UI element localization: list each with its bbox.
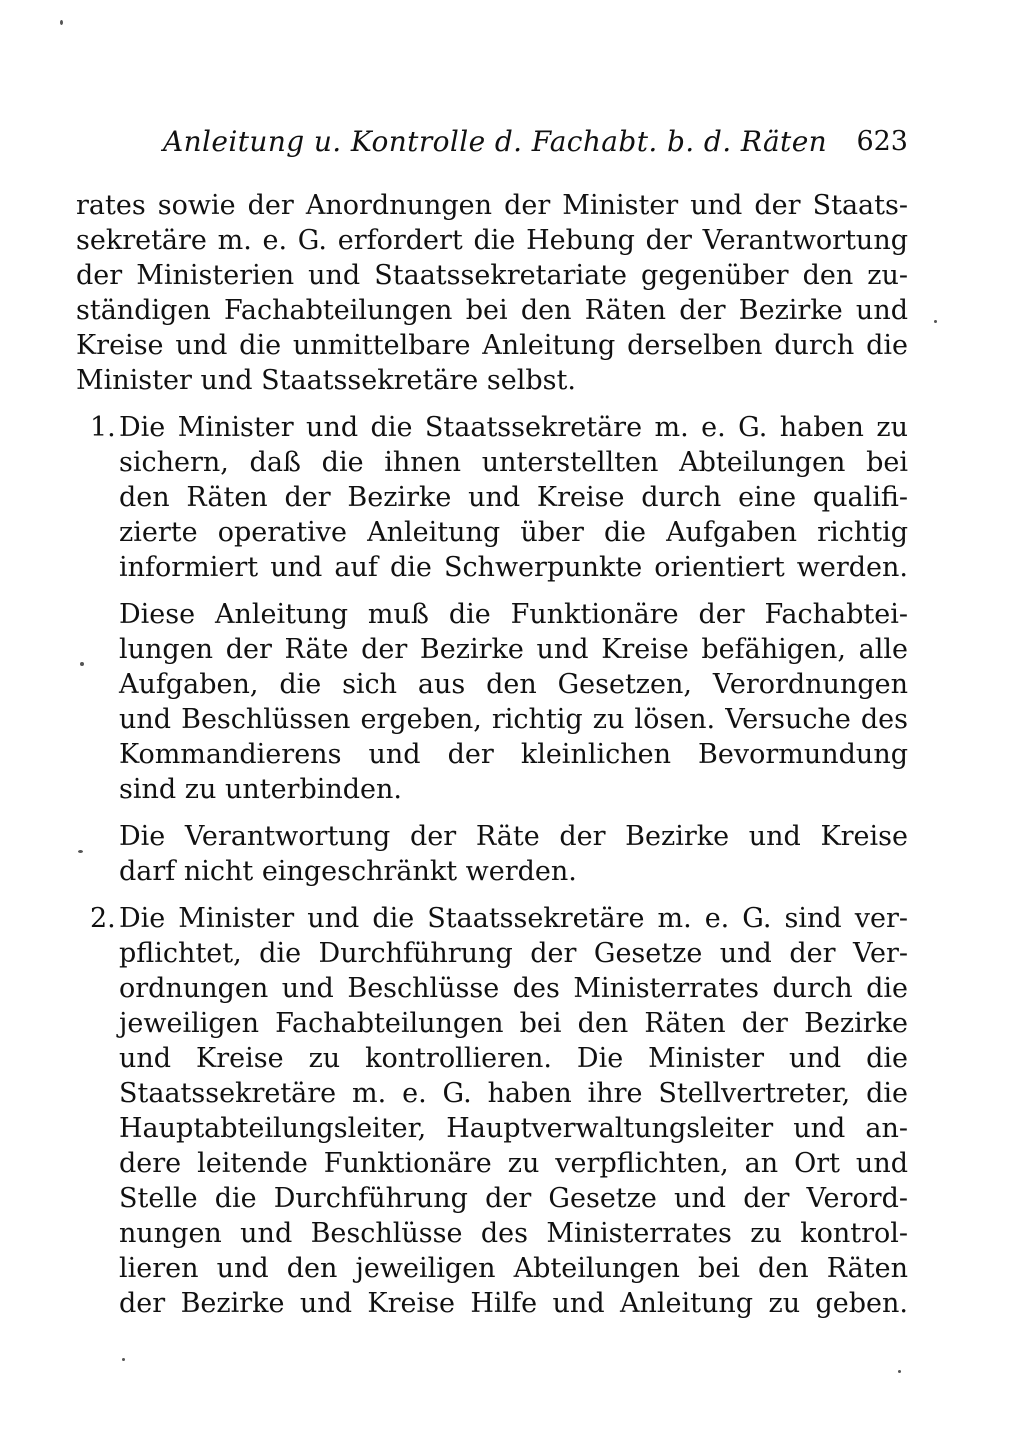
text-line: sind zu unterbinden.: [119, 774, 402, 805]
text-line: und Beschlüssen ergeben, richtig zu lösen. Versuche des: [119, 704, 908, 735]
running-title: Anleitung u. Kontrolle d. Fachabt. b. d. Räten: [163, 125, 828, 158]
text-line: dere leitende Funktionäre zu verpflichten, an Ort und: [119, 1148, 908, 1179]
text-line: zierte operative Anleitung über die Aufgaben richtig: [119, 517, 908, 548]
item-1-paragraph-2: [76, 597, 908, 807]
text-line: ständigen Fachabteilungen bei den Räten der Bezirke und: [76, 295, 908, 326]
text-line: darf nicht eingeschränkt werden.: [119, 856, 577, 887]
body-text: [76, 188, 908, 1321]
text-line: Aufgaben, die sich aus den Gesetzen, Verordnungen: [119, 669, 908, 700]
text-line: Die Verantwortung der Räte der Bezirke und Kreise: [119, 821, 908, 852]
scan-speck: [78, 850, 83, 853]
text-line: der Ministerien und Staatssekretariate gegenüber den zu-: [76, 260, 908, 291]
text-line: der Bezirke und Kreise Hilfe und Anleitung zu geben.: [119, 1288, 908, 1319]
text-line: Minister und Staatssekretäre selbst.: [76, 365, 576, 396]
intro-paragraph: [76, 188, 908, 398]
scan-speck: [122, 1358, 125, 1361]
text-line: sichern, daß die ihnen unterstellten Abteilungen bei: [119, 447, 908, 478]
text-line: Kommandierens und der kleinlichen Bevormundung: [119, 739, 908, 770]
text-line: Staatssekretäre m. e. G. haben ihre Stellvertreter, die: [119, 1078, 908, 1109]
text-line: ordnungen und Beschlüsse des Ministerrates durch die: [119, 973, 908, 1004]
text-line: informiert und auf die Schwerpunkte orientiert werden.: [119, 552, 908, 583]
page-header: [163, 122, 908, 162]
scan-speck: [934, 320, 937, 323]
text-line: und Kreise zu kontrollieren. Die Minister und die: [119, 1043, 908, 1074]
text-line: nungen und Beschlüsse des Ministerrates zu kontrol-: [119, 1218, 908, 1249]
text-line: Die Minister und die Staatssekretäre m. e. G. haben zu: [119, 412, 908, 443]
numbered-item-2: [76, 901, 908, 1321]
item-number: 2.: [90, 903, 116, 934]
text-line: lieren und den jeweiligen Abteilungen bei den Räten: [119, 1253, 908, 1284]
text-line: den Räten der Bezirke und Kreise durch eine qualifi-: [119, 482, 908, 513]
text-line: pflichtet, die Durchführung der Gesetze und der Ver-: [119, 938, 908, 969]
item-number: 1.: [90, 412, 116, 443]
page-number: 623: [856, 126, 908, 157]
item-1-paragraph-3: [76, 819, 908, 889]
text-line: Die Minister und die Staatssekretäre m. e. G. sind ver-: [119, 903, 908, 934]
text-line: Hauptabteilungsleiter, Hauptverwaltungsleiter und an-: [119, 1113, 908, 1144]
text-line: Diese Anleitung muß die Funktionäre der Fachabtei-: [119, 599, 908, 630]
text-line: Stelle die Durchführung der Gesetze und der Verord-: [119, 1183, 908, 1214]
scan-speck: [60, 20, 63, 25]
text-line: rates sowie der Anordnungen der Minister und der Staats-: [76, 190, 908, 221]
scan-speck: [898, 1370, 901, 1373]
numbered-item-1: [76, 410, 908, 585]
text-line: Kreise und die unmittelbare Anleitung derselben durch die: [76, 330, 908, 361]
scan-speck: [80, 662, 84, 666]
text-line: jeweiligen Fachabteilungen bei den Räten der Bezirke: [119, 1008, 908, 1039]
text-line: sekretäre m. e. G. erfordert die Hebung der Verantwortung: [76, 225, 908, 256]
text-line: lungen der Räte der Bezirke und Kreise befähigen, alle: [119, 634, 908, 665]
